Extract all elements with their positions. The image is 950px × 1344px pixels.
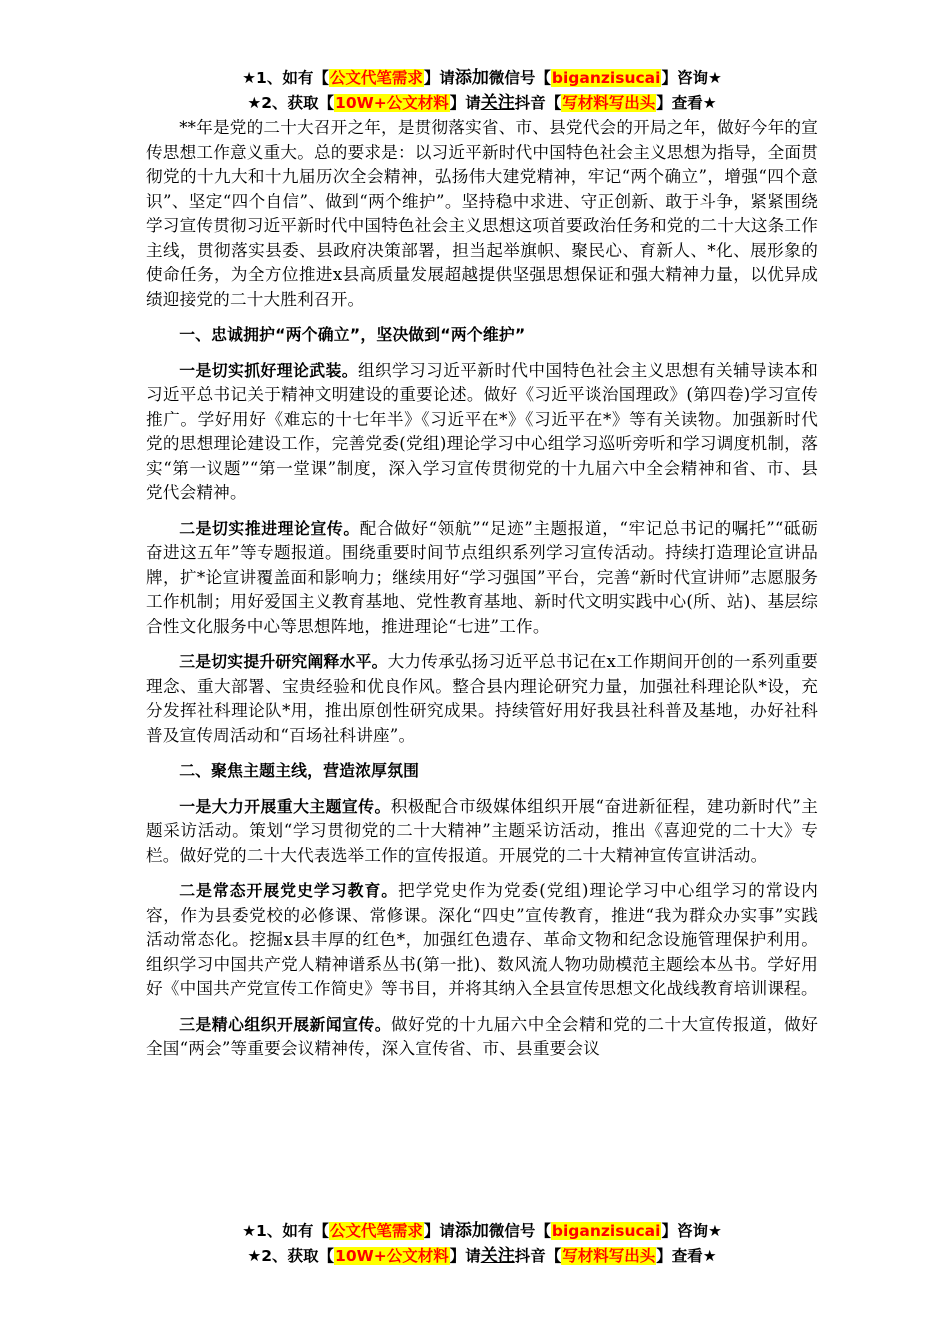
wechat-id-highlight: biganzisucai bbox=[551, 1222, 661, 1240]
body-paragraph: 三是切实提升研究阐释水平。大力传承弘扬习近平总书记在x工作期间开创的一系列重要理念、重大部署、宝贵经验和优良作风。整合县内理论研究力量，加强社科理论队*设，充分发挥社科理论队*用，推出原创性研究成果。持续管好用好我县社科普及基地，办好社科普及宣传周活动和“百场社科讲座”。 bbox=[146, 652, 818, 745]
section-heading: 一、忠诚拥护“两个确立”，坚决做到“两个维护” bbox=[179, 325, 526, 344]
promo-highlight: 公文代笔需求 bbox=[329, 1222, 423, 1240]
promo-highlight: 10W+公文材料 bbox=[335, 94, 449, 112]
footer-banner bbox=[146, 1219, 818, 1269]
star-icon: ★ bbox=[247, 94, 262, 112]
document-page bbox=[146, 66, 818, 1062]
promo-banner-line-1: ★1、如有【公文代笔需求】请添加微信号【biganzisucai】咨询★ bbox=[242, 68, 722, 88]
intro-paragraph: **年是党的二十大召开之年，是贯彻落实省、市、县党代会的开局之年，做好今年的宣传思想工作意义重大。总的要求是：以习近平新时代中国特色社会主义思想为指导，全面贯彻党的十九大和十九届历次全会精神，弘扬伟大建党精神，牢记“两个确立”，增强“四个意识”、坚定“四个自信”、做到“两个维护”。坚持稳中求进、守正创新、敢于斗争，紧紧围绕学习宣传贯彻习近平新时代中国特色社会主义思想这项首要政治任务和党的二十大这条工作主线，贯彻落实县委、县政府决策部署，担当起举旗帜、聚民心、育新人、*化、展形象的使命任务，为全方位推进x县高质量发展超越提供坚强思想保证和强大精神力量，以优异成绩迎接党的二十大胜利召开。 bbox=[146, 118, 818, 309]
douyin-id-highlight: 写材料写出头 bbox=[562, 94, 656, 112]
wechat-id-highlight: biganzisucai bbox=[551, 69, 661, 87]
body-paragraph: 一是切实抓好理论武装。组织学习习近平新时代中国特色社会主义思想有关辅导读本和习近平总书记关于精神文明建设的重要论述。做好《习近平谈治国理政》(第四卷)学习宣传推广。学好用好《难忘的十七年半》《习近平在*》《习近平在*》等有关读物。加强新时代党的思想理论建设工作，完善党委(党组)理论学习中心组学习巡听旁听和学习调度机制，落实“第一议题”“第一堂课”制度，深入学习宣传贯彻党的十九届六中全会精神和省、市、县党代会精神。 bbox=[146, 360, 818, 502]
promo-banner-line-2: ★2、获取【10W+公文材料】请关注抖音【写材料写出头】查看★ bbox=[247, 1246, 717, 1266]
star-icon: ★ bbox=[247, 1247, 262, 1265]
douyin-id-highlight: 写材料写出头 bbox=[562, 1247, 656, 1265]
promo-banner-line-2: ★2、获取【10W+公文材料】请关注抖音【写材料写出头】查看★ bbox=[247, 93, 717, 113]
star-icon: ★ bbox=[242, 1222, 257, 1240]
body-paragraph: 一是大力开展重大主题宣传。积极配合市级媒体组织开展“奋进新征程，建功新时代”主题采访活动。策划“学习贯彻党的二十大精神”主题采访活动，推出《喜迎党的二十大》专栏。做好党的二十大代表选举工作的宣传报道。开展党的二十大精神宣传宣讲活动。 bbox=[146, 796, 818, 865]
body-paragraph: 三是精心组织开展新闻宣传。做好党的十九届六中全会精和党的二十大宣传报道，做好全国“两会”等重要会议精神传，深入宣传省、市、县重要会议 bbox=[146, 1014, 818, 1058]
promo-banner-line-1: ★1、如有【公文代笔需求】请添加微信号【biganzisucai】咨询★ bbox=[242, 1221, 722, 1241]
body-paragraph: 二是切实推进理论宣传。配合做好“领航”“足迹”主题报道，“牢记总书记的嘱托”“砥砺奋进这五年”等专题报道。围绕重要时间节点组织系列学习宣传活动。持续打造理论宣讲品牌，扩*论宣讲覆盖面和影响力；继续用好“学习强国”平台，完善“新时代宣讲师”志愿服务工作机制；用好爱国主义教育基地、党性教育基地、新时代文明实践中心(所、站)、基层综合性文化服务中心等思想阵地，推进理论“七进”工作。 bbox=[146, 518, 818, 636]
body-paragraph: 二是常态开展党史学习教育。把学党史作为党委(党组)理论学习中心组学习的常设内容，作为县委党校的必修课、常修课。深化“四史”宣传教育，推进“我为群众办实事”实践活动常态化。挖掘x县丰厚的红色*，加强红色遗存、革命文物和纪念设施管理保护利用。组织学习中国共产党人精神谱系丛书(第一批)、数风流人物功勋模范主题绘本丛书。学好用好《中国共产党宣传工作简史》等书目，并将其纳入全县宣传思想文化战线教育培训课程。 bbox=[146, 881, 818, 998]
promo-highlight: 10W+公文材料 bbox=[335, 1247, 449, 1265]
promo-highlight: 公文代笔需求 bbox=[329, 69, 423, 87]
star-icon: ★ bbox=[242, 69, 257, 87]
section-heading: 二、聚焦主题主线，营造浓厚氛围 bbox=[179, 761, 420, 780]
